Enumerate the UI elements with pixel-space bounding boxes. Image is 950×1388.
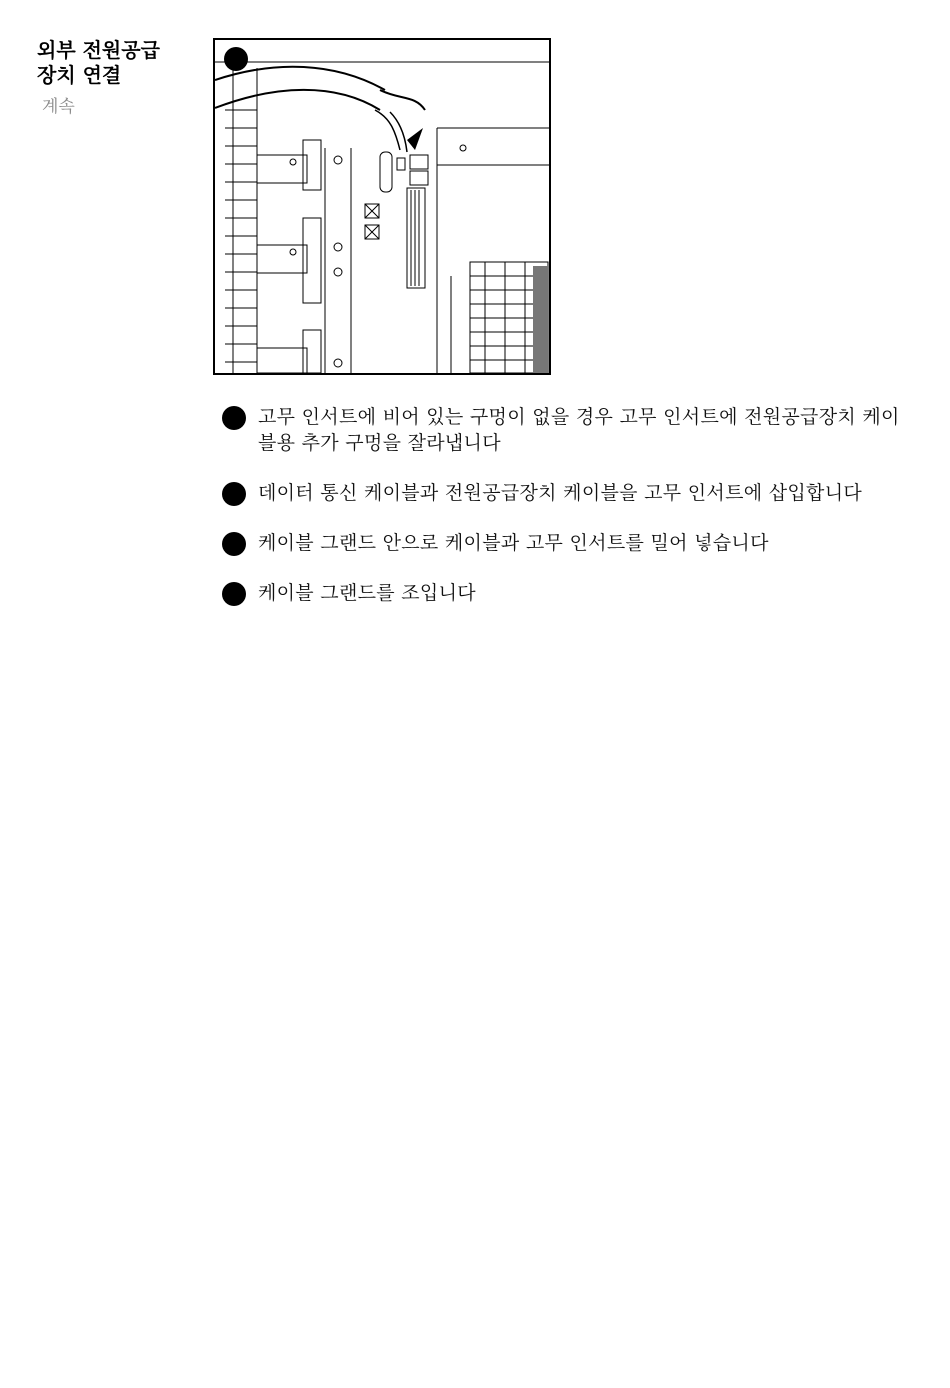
instruction-steps <box>222 404 917 606</box>
step-bullet-icon <box>222 482 246 506</box>
section-subtitle: 계속 <box>42 97 75 117</box>
step-bullet-icon <box>222 532 246 556</box>
terminal-blocks <box>225 110 257 362</box>
installation-figure <box>213 38 551 375</box>
step-text: 케이블 그랜드를 조입니다 <box>258 582 476 604</box>
section-heading <box>37 38 207 88</box>
step-text: 케이블 그랜드 안으로 케이블과 고무 인서트를 밀어 넣습니다 <box>258 532 769 554</box>
step-text: 고무 인서트에 비어 있는 구멍이 없을 경우 고무 인서트에 전원공급장치 케이블용 추가 구멍을 잘라냅니다 <box>258 406 900 454</box>
heading-title: 외부 전원공급 장치 연결 <box>37 38 160 87</box>
step-callout-bullet <box>224 47 248 71</box>
step-item <box>222 480 917 506</box>
step-item <box>222 580 917 606</box>
step-bullet-icon <box>222 406 246 430</box>
step-item <box>222 530 917 556</box>
step-text: 데이터 통신 케이블과 전원공급장치 케이블을 고무 인서트에 삽입합니다 <box>258 482 862 504</box>
step-item <box>222 404 917 456</box>
step-bullet-icon <box>222 582 246 606</box>
cable-gland-illustration <box>215 40 549 373</box>
